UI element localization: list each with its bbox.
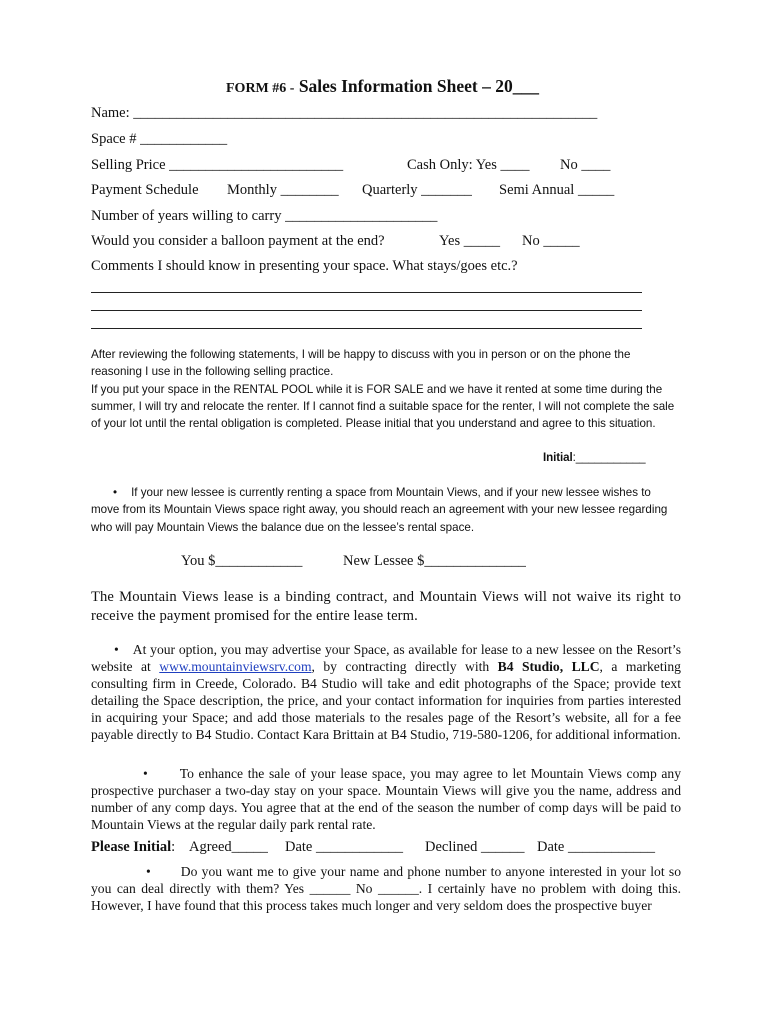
please-initial-label (91, 839, 175, 856)
cash-only-no-field[interactable]: No ____ (560, 157, 611, 173)
contact-bullet-item (91, 863, 681, 914)
initial-label: Initial (543, 451, 573, 464)
lessee-bullet-item (91, 484, 681, 536)
comments-label: Comments I should know in presenting your space. What stays/goes etc.? (91, 258, 518, 274)
please-initial-text: Please Initial (91, 839, 172, 855)
initial-blank: :___________ (572, 451, 646, 464)
lessee-bullet-text: If your new lessee is currently renting a space from Mountain Views, and if your new lessee wishes to move from its Mountain Views space right away, you should reach an agreement with your new lessee regarding who will pay Mountain Views the balance due on the lessee’s rental space. (91, 486, 668, 534)
space-field[interactable]: Space # ____________ (91, 131, 228, 147)
contact-bullet-text: Do you want me to give your name and phone number to anyone interested in your lot so you can deal directly with them? Yes ______ No ______. I certainly have no problem with doing this. However, I have found that this process takes much longer and very seldom does the prospective buyer (91, 864, 681, 913)
bullet-icon: • (143, 766, 148, 781)
bullet-icon: • (146, 864, 151, 879)
declined-field[interactable]: Declined ______ (425, 839, 525, 855)
comp-bullet-item (91, 765, 681, 833)
declined-date-field[interactable]: Date ____________ (537, 839, 655, 855)
company-name: B4 Studio, LLC (497, 659, 600, 674)
comments-line-3[interactable] (91, 328, 642, 329)
bullet-icon: • (113, 486, 118, 499)
rental-pool-terms: If you put your space in the RENTAL POOL while it is FOR SALE and we have it rented at some time during the summer, I will try and relocate the renter. If I cannot find a suitable space for the renter, I will not complete the sale of your lot until the rental obligation is completed. Please initial that you understand and agree to this situation. (91, 382, 675, 431)
agreed-date-field[interactable]: Date ____________ (285, 839, 403, 855)
lease-binding-statement: The Mountain Views lease is a binding contract, and Mountain Views will not waive its right to receive the payment promised for the entire lease term. (91, 589, 681, 624)
rental-pool-intro: After reviewing the following statements, I will be happy to discuss with you in person or on the phone the reasoning I use in the following selling practice. (91, 348, 631, 379)
selling-price-field[interactable]: Selling Price ________________________ (91, 157, 344, 173)
payment-schedule-label: Payment Schedule (91, 182, 199, 198)
comments-line-1[interactable] (91, 292, 642, 293)
balloon-no-field[interactable]: No _____ (522, 233, 580, 249)
form-number: FORM #6 - (226, 81, 295, 96)
bullet-icon: • (114, 642, 119, 657)
advertise-text-2: , by contracting directly with (311, 659, 498, 674)
comp-bullet-text: To enhance the sale of your lease space, you may agree to let Mountain Views comp any prospective purchaser a two-day stay on your space. Mountain Views will give you the name, address and number of any comp days. You agree that at the end of the season the number of comp days will be paid to Mountain Views at the regular daily park rental rate. (91, 766, 681, 832)
balloon-yes-field[interactable]: Yes _____ (439, 233, 500, 249)
new-lessee-amount-field[interactable]: New Lessee $______________ (343, 553, 526, 569)
title-main: Sales Information Sheet – 20 (294, 76, 513, 96)
rental-pool-initial[interactable] (543, 451, 646, 464)
agreed-field[interactable]: Agreed_____ (189, 839, 268, 855)
you-amount-field[interactable]: You $____________ (181, 553, 303, 569)
advertise-bullet-item (91, 641, 681, 743)
quarterly-field[interactable]: Quarterly _______ (362, 182, 472, 198)
page-title (226, 76, 539, 97)
please-initial-colon: : (171, 839, 176, 855)
advertise-text-1: At your option, you may advertise your Space, as available for lease to a new lessee on the Resort’s website at (91, 642, 681, 674)
years-carry-field[interactable]: Number of years willing to carry _____________________ (91, 208, 438, 224)
semi-annual-field[interactable]: Semi Annual _____ (499, 182, 615, 198)
rental-pool-section (91, 346, 681, 432)
cash-only-yes-field[interactable]: Cash Only: Yes ____ (407, 157, 530, 173)
website-link[interactable]: www.mountainviewsrv.com (159, 659, 312, 674)
comments-line-2[interactable] (91, 310, 642, 311)
balloon-question: Would you consider a balloon payment at the end? (91, 233, 385, 249)
monthly-field[interactable]: Monthly ________ (227, 182, 339, 198)
title-year-blank: ___ (512, 76, 539, 96)
name-field[interactable]: Name: ________________________________________________________________ (91, 105, 598, 121)
advertise-text-3: , a marketing consulting firm in Creede, Colorado. B4 Studio will take and edit photographs of the Space; provide text detailing the Space description, the price, and your contact information for inquiries from parties interested in acquiring your Space; and add those materials to the resales page of the Resort’s website, all for a fee payable directly to B4 Studio. Contact Kara Brittain at B4 Studio, 719-580-1206, for additional information. (91, 659, 681, 742)
